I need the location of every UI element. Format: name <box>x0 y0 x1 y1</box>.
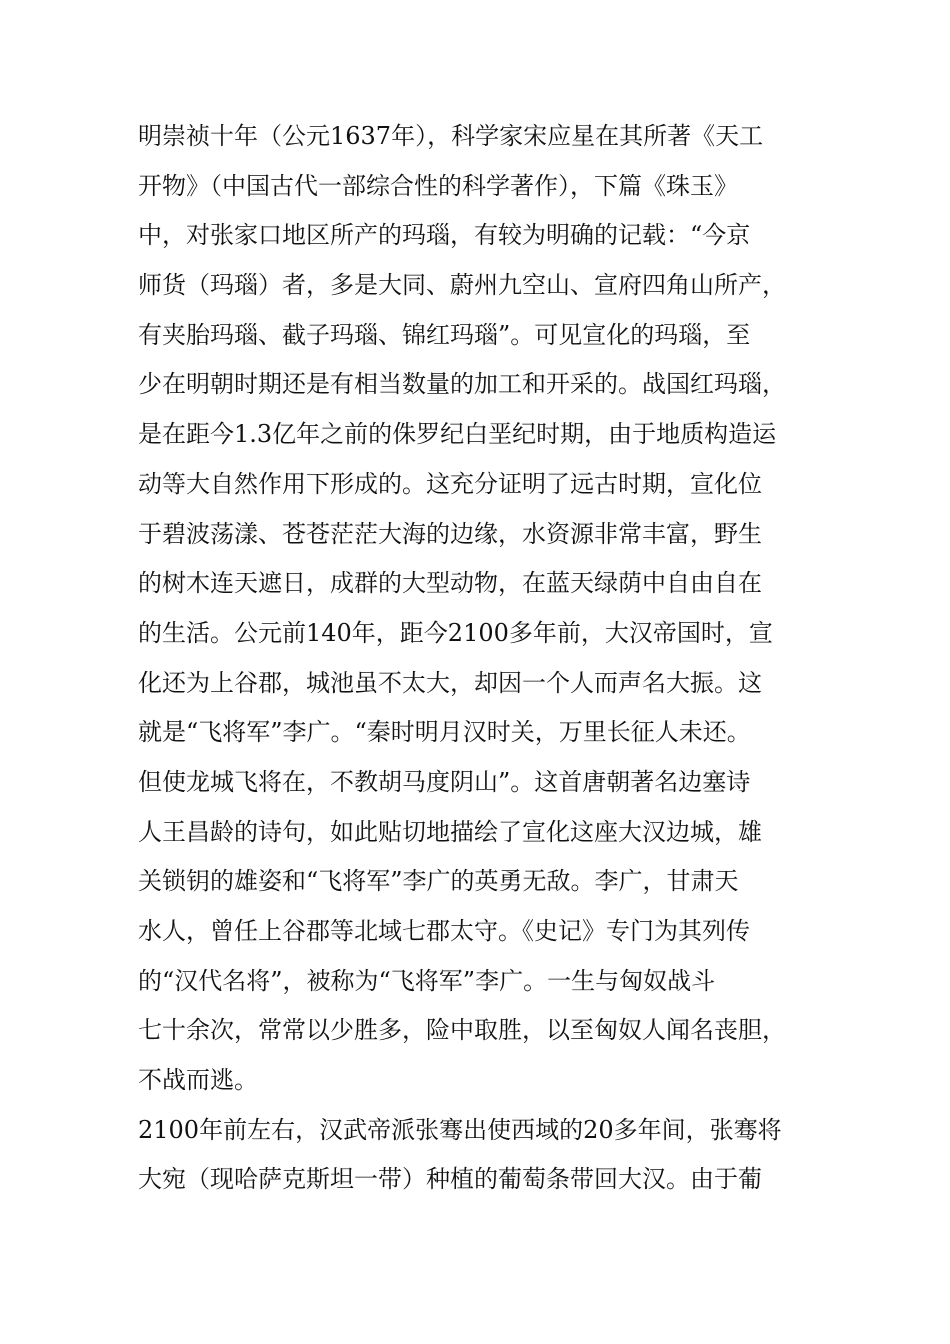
text-line: 人王昌龄的诗句，如此贴切地描绘了宣化这座大汉边城，雄 <box>138 817 762 846</box>
text-line: 水人，曾任上谷郡等北域七郡太守。《史记》专门为其列传 <box>138 917 750 945</box>
text-line: 中，对张家口地区所产的玛瑙，有较为明确的记载：“今京 <box>138 221 751 250</box>
text-line: 少在明朝时期还是有相当数量的加工和开采的。战国红玛瑙， <box>138 370 786 399</box>
text-line: 就是“飞将军”李广。“秦时明月汉时关，万里长征人未还。 <box>138 718 751 747</box>
text-line: 明崇祯十年（公元1637年），科学家宋应星在其所著《天工 <box>138 122 764 150</box>
text-line: 化还为上谷郡，城池虽不太大，却因一个人而声名大振。这 <box>138 668 762 697</box>
text-line: 动等大自然作用下形成的。这充分证明了远古时期，宣化位 <box>138 469 762 498</box>
text-line: 七十余次，常常以少胜多，险中取胜，以至匈奴人闻名丧胆， <box>138 1016 786 1045</box>
text-line: 的生活。公元前140年，距今2100多年前，大汉帝国时，宣 <box>138 618 773 647</box>
text-line: 但使龙城飞将在，不教胡马度阴山”。这首唐朝著名边塞诗 <box>138 767 751 796</box>
body-text <box>138 112 828 1205</box>
text-line: 于碧波荡漾、苍苍茫茫大海的边缘，水资源非常丰富，野生 <box>138 519 762 548</box>
text-line: 大宛（现哈萨克斯坦一带）种植的葡萄条带回大汉。由于葡 <box>138 1165 762 1194</box>
text-line: 的树木连天遮日，成群的大型动物，在蓝天绿荫中自由自在 <box>138 569 762 598</box>
text-line: 有夹胎玛瑙、截子玛瑙、锦红玛瑙”。可见宣化的玛瑙，至 <box>138 320 751 349</box>
text-line: 开物》（中国古代一部综合性的科学著作），下篇《珠玉》 <box>138 171 738 200</box>
text-line: 不战而逃。 <box>138 1066 258 1095</box>
text-line: 关锁钥的雄姿和“飞将军”李广的英勇无敌。李广，甘肃天 <box>138 867 739 896</box>
text-line: 2100年前左右，汉武帝派张骞出使西域的20多年间，张骞将 <box>138 1115 782 1144</box>
text-line: 是在距今1.3亿年之前的侏罗纪白垩纪时期，由于地质构造运 <box>138 420 777 449</box>
text-line: 师货（玛瑙）者，多是大同、蔚州九空山、宣府四角山所产， <box>138 271 786 300</box>
text-line: 的“汉代名将”，被称为“飞将军”李广。一生与匈奴战斗 <box>138 966 716 995</box>
